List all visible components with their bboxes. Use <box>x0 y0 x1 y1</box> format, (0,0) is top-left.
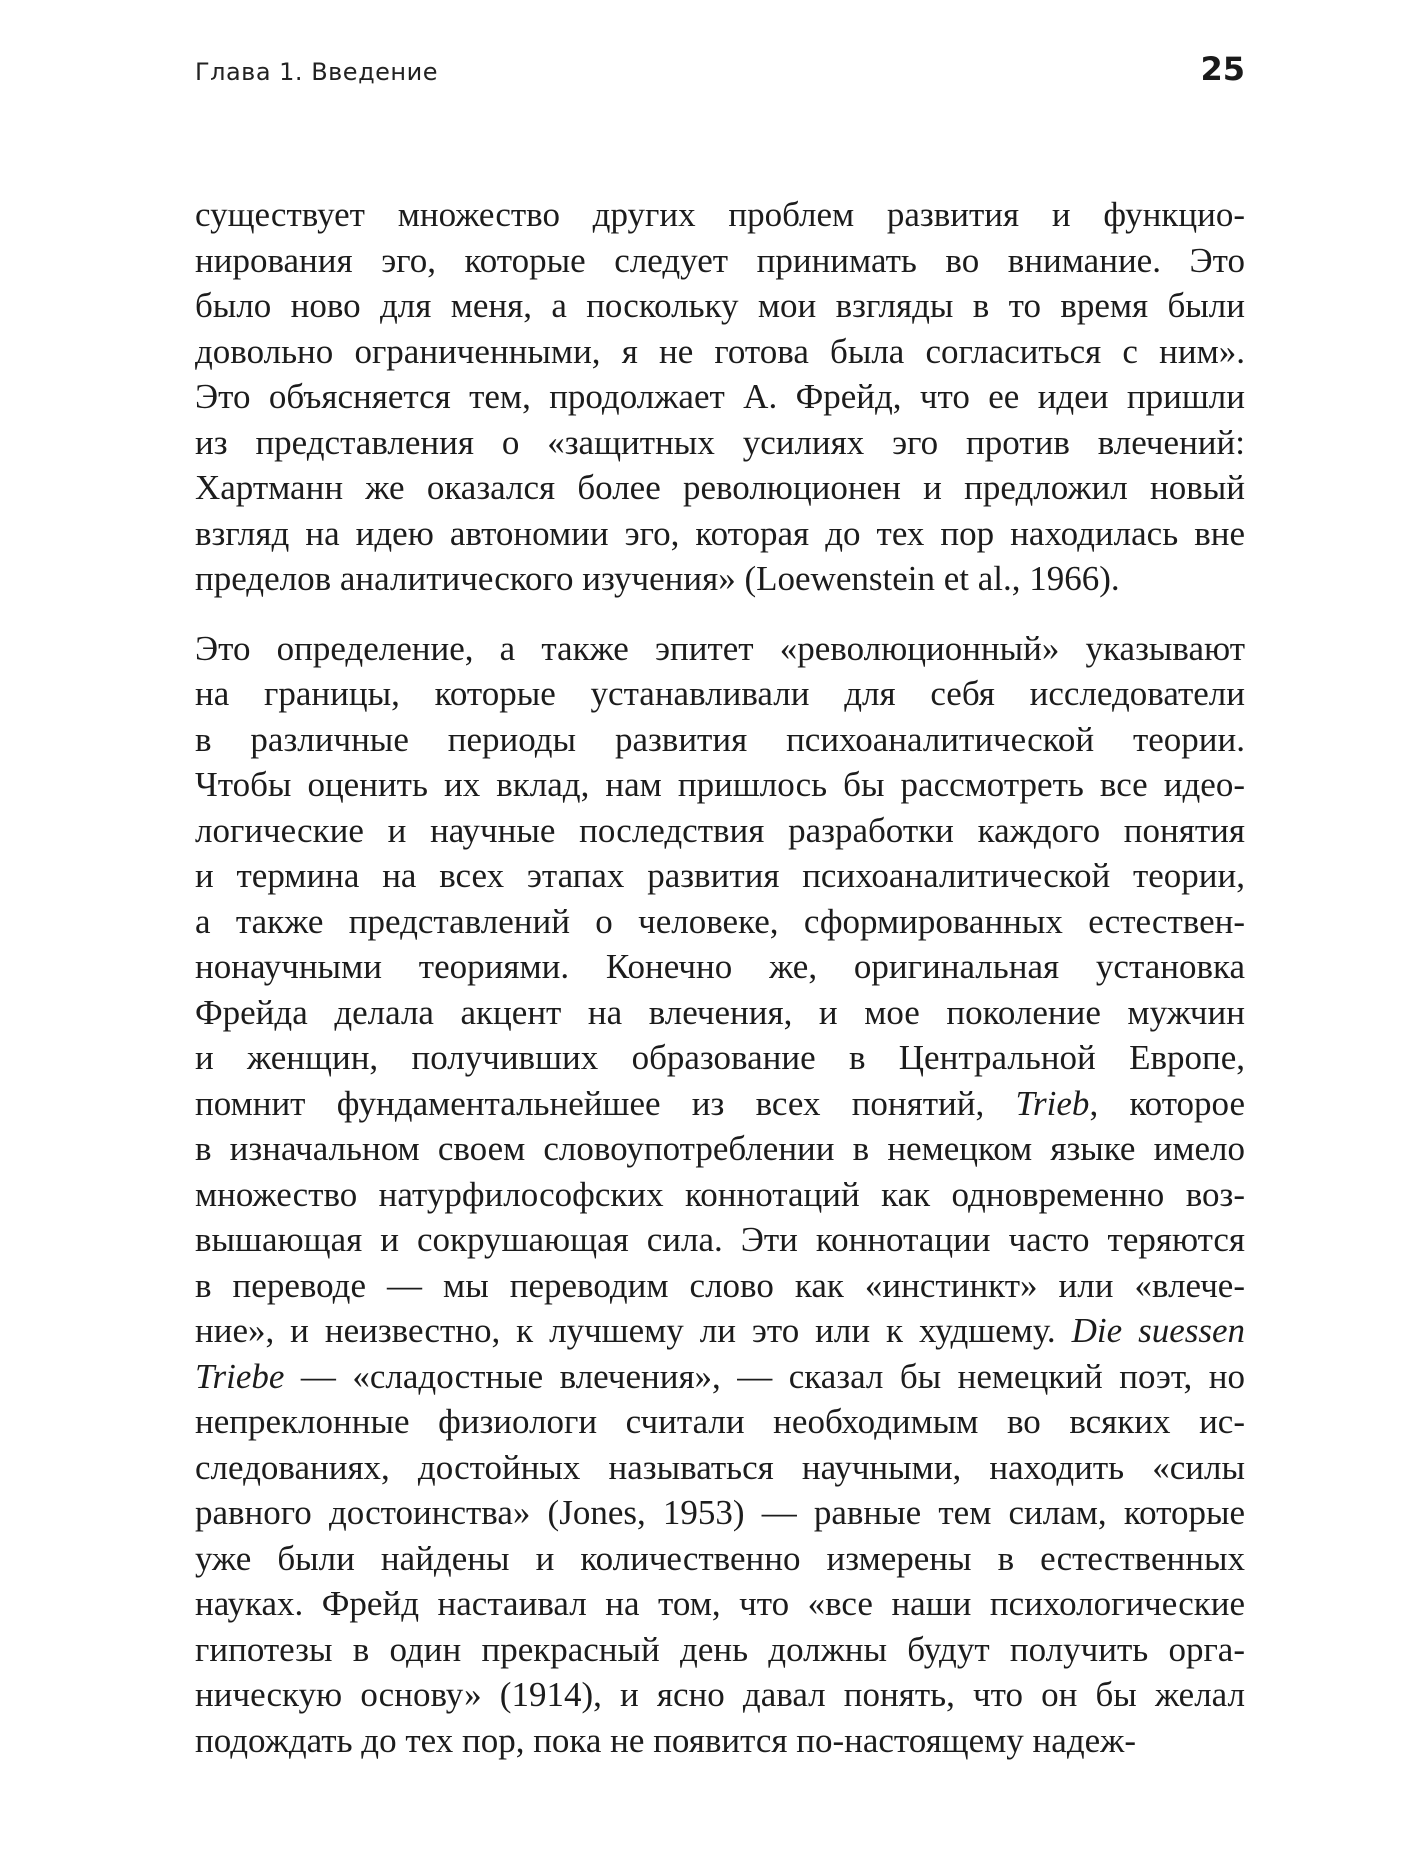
text-segment: — «сладостные влечения», — сказал бы немецкий поэт, но <box>284 1356 1245 1396</box>
text-segment: Чтобы оценить их вклад, нам пришлось бы рассмотреть все идео- <box>195 765 1245 804</box>
text-segment: и женщин, получивших образование в Центральной Европе, <box>195 1038 1245 1077</box>
text-segment: уже были найдены и количественно измерены в естественных <box>195 1538 1245 1578</box>
text-segment: и термина на всех этапах развития психоаналитической теории, <box>195 856 1245 895</box>
paragraph <box>195 192 1245 602</box>
text-segment: подождать до тех пор, пока не появится по-настоящему надеж- <box>195 1720 1137 1760</box>
text-line <box>195 944 1245 990</box>
running-head: Глава 1. Введение <box>195 58 438 86</box>
text-segment: Фрейда делала акцент на влечения, и мое поколение мужчин <box>195 992 1245 1032</box>
text-segment: Хартманн же оказался более революционен и предложил новый <box>195 468 1245 507</box>
text-segment: взгляд на идею автономии эго, которая до тех пор находилась вне <box>195 513 1245 553</box>
text-line <box>195 329 1245 375</box>
italic-term: Trieb <box>1015 1083 1090 1123</box>
text-line <box>195 1172 1245 1218</box>
text-segment: нирования эго, которые следует принимать во внимание. Это <box>195 240 1245 280</box>
text-line <box>195 238 1245 284</box>
text-line <box>195 1445 1245 1491</box>
text-line <box>195 1081 1245 1127</box>
text-line <box>195 1399 1245 1445</box>
text-line <box>195 465 1245 511</box>
text-segment: было ново для меня, а поскольку мои взгляды в то время были <box>195 286 1245 325</box>
text-segment: логические и научные последствия разработки каждого понятия <box>195 810 1245 850</box>
italic-term: Die suessen <box>1071 1311 1245 1350</box>
text-segment: пределов аналитического изучения» (Loewenstein et al., 1966). <box>195 559 1120 598</box>
text-segment: ническую основу» (1914), и ясно давал понять, что он бы желал <box>195 1675 1245 1714</box>
text-segment: существует множество других проблем развития и функцио- <box>195 195 1245 234</box>
text-line <box>195 1490 1245 1536</box>
text-segment: из представления о «защитных усилиях эго против влечений: <box>195 422 1245 462</box>
text-segment: в изначальном своем словоупотреблении в немецком языке имело <box>195 1129 1245 1168</box>
text-segment: Это определение, а также эпитет «революционный» указывают <box>195 628 1245 668</box>
text-line <box>195 990 1245 1036</box>
text-segment: в различные периоды развития психоаналитической теории. <box>195 719 1245 759</box>
text-line <box>195 283 1245 329</box>
text-segment: на границы, которые устанавливали для себя исследователи <box>195 674 1245 713</box>
text-line <box>195 556 1245 602</box>
text-segment: в переводе — мы переводим слово как «инстинкт» или «влече- <box>195 1265 1245 1305</box>
text-segment: нонаучными теориями. Конечно же, оригинальная установка <box>195 947 1245 986</box>
text-line <box>195 1581 1245 1627</box>
text-line <box>195 762 1245 808</box>
text-line <box>195 511 1245 557</box>
text-line <box>195 717 1245 763</box>
text-segment: довольно ограниченными, я не готова была согласиться с ним». <box>195 331 1245 371</box>
text-segment: а также представлений о человеке, сформированных естествен- <box>195 901 1245 941</box>
text-segment: гипотезы в один прекрасный день должны будут получить орга- <box>195 1629 1245 1669</box>
text-line <box>195 853 1245 899</box>
text-line <box>195 808 1245 854</box>
text-segment: непреклонные физиологи считали необходимым во всяких ис- <box>195 1402 1245 1441</box>
text-segment: множество натурфилософских коннотаций как одновременно воз- <box>195 1174 1245 1214</box>
text-line <box>195 420 1245 466</box>
text-segment: науках. Фрейд настаивал на том, что «все наши психологические <box>195 1584 1245 1623</box>
text-line <box>195 1627 1245 1673</box>
text-segment: следованиях, достойных называться научными, находить «силы <box>195 1447 1245 1487</box>
text-line <box>195 1536 1245 1582</box>
text-line <box>195 1718 1245 1764</box>
text-segment: Это объясняется тем, продолжает А. Фрейд, что ее идеи пришли <box>195 377 1245 416</box>
text-line <box>195 1308 1245 1354</box>
text-segment: ние», и неизвестно, к лучшему ли это или к худшему. <box>195 1311 1072 1350</box>
text-line <box>195 1126 1245 1172</box>
text-segment: помнит фундаментальнейшее из всех понятий, <box>195 1083 1016 1123</box>
text-line <box>195 1263 1245 1309</box>
body-text <box>195 192 1245 1763</box>
text-segment: , которое <box>1089 1083 1246 1123</box>
text-segment: равного достоинства» (Jones, 1953) — равные тем силам, которые <box>195 1493 1245 1532</box>
text-line <box>195 1354 1245 1400</box>
text-line <box>195 1217 1245 1263</box>
text-line <box>195 671 1245 717</box>
text-line <box>195 899 1245 945</box>
text-line <box>195 1672 1245 1718</box>
paragraph <box>195 626 1245 1764</box>
text-line <box>195 374 1245 420</box>
text-line <box>195 1035 1245 1081</box>
text-segment: вышающая и сокрушающая сила. Эти коннотации часто теряются <box>195 1220 1245 1259</box>
page-header <box>195 50 1245 100</box>
page-number: 25 <box>1200 50 1245 88</box>
italic-term: Triebe <box>195 1356 285 1396</box>
text-line <box>195 192 1245 238</box>
text-line <box>195 626 1245 672</box>
